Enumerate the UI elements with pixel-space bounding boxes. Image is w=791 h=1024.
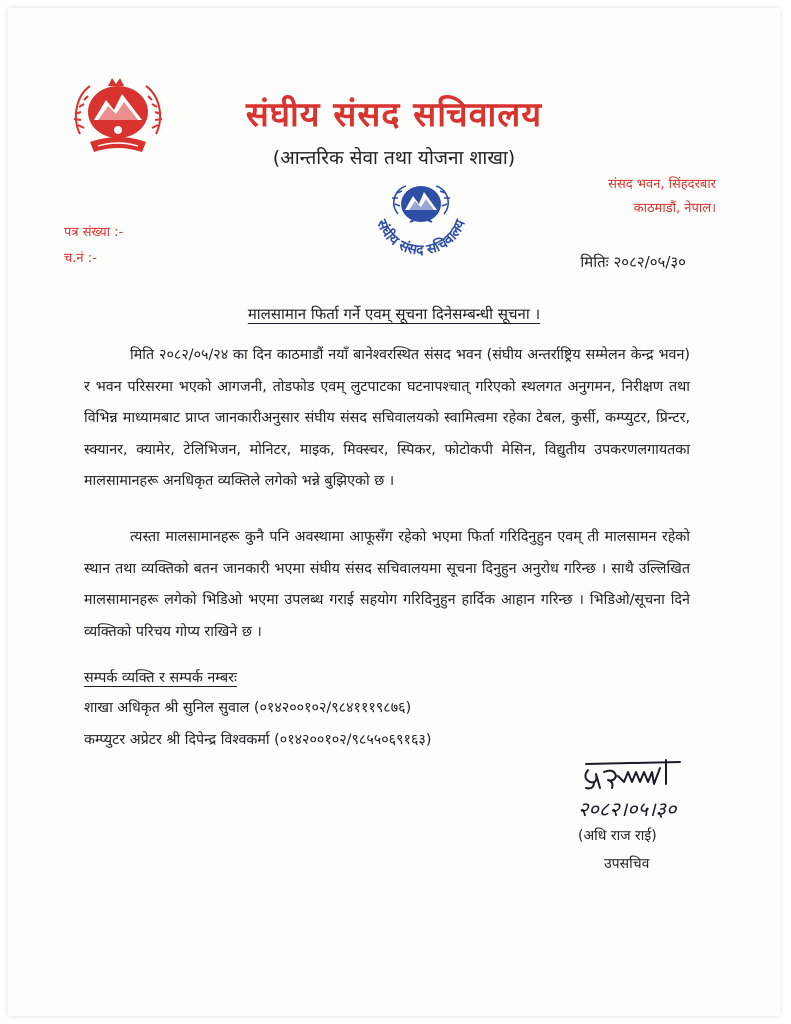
body-paragraph-2: त्यस्ता मालसामानहरू कुनै पनि अवस्थामा आफूसँग रहेको भएमा फिर्ता गरिदिनुहुन एवम् ती मालसामन रहेको स्थान तथा व्यक्तिको बतन जानकारी भएमा संघीय संसद सचिवालयमा सूचना दिनुहुन अनुरोध गरिन्छ । साथै उल्लिखित मालसामानहरू लगेको भिडिओ भएमा उपलब्ध गराई सहयोग गरिदिनुहुन हार्दिक आहान गरिन्छ । भिडिओ/सूचना दिने व्यक्तिको परिचय गोप्य राखिने छ । <box>84 529 690 640</box>
seal-text: संघीय संसद सचिवालय <box>373 217 469 259</box>
handwritten-signature <box>568 758 708 824</box>
section-subtitle: (आन्तरिक सेवा तथा योजना शाखा) <box>272 147 516 169</box>
letter-number-label: पत्र संख्या :- <box>64 225 124 240</box>
svg-text:संघीय संसद सचिवालय <box>373 217 469 259</box>
body-paragraph-1: मिति २०८२/०५/२४ का दिन काठमाडौं नयाँ बानेश्वरस्थित संसद भवन (संघीय अन्तर्राष्ट्रिय सम्मेलन केन्द्र भवन) र भवन परिसरमा भएको आगजनी, तोडफोड एवम् लुटपाटका घटनापश्चात् गरिएको स्थलगत अनुगमन, निरीक्षण तथा विभिन्न माध्यामबाट प्राप्त जानकारीअनुसार संघीय संसद सचिवालयको स्वामित्वमा रहेका टेबल, कुर्सी, कम्प्युटर, प्रिन्टर, स्क्यानर, क्यामेर, टेलिभिजन, मोनिटर, माइक, मिक्स्चर, स्पिकर, फोटोकपी मेसिन, विद्युतीय उपकरणलगायतका मालसामानहरू अनधिकृत व्यक्तिले लगेको भन्ने बुझिएको छ । <box>84 347 690 489</box>
notice-subject-text: मालसामान फिर्ता गर्ने एवम् सूचना दिनेसम्बन्धी सूचना । <box>247 305 541 323</box>
contact-heading: सम्पर्क व्यक्ति र सम्पर्क नम्बरः <box>84 670 237 686</box>
signature-date: २०८२।०५।३० <box>578 797 677 821</box>
contact-item-2: कम्प्युटर अप्रेटर श्री दिपेन्द्र विश्वकर्मा (०१४२००१०२/९८५५०६९१६३) <box>84 732 432 748</box>
office-seal-icon <box>358 178 484 274</box>
contact-item-1: शाखा अधिकृत श्री सुनिल सुवाल (०१४२००१०२/९८४१११९८७६) <box>84 700 412 716</box>
address-line-1: संसद भवन, सिंहदरबार <box>608 177 716 192</box>
signatory-name: (अधि राज राई) <box>578 828 657 844</box>
address-line-2: काठमाडौं, नेपाल। <box>633 201 716 216</box>
letter-page <box>8 8 780 1016</box>
office-title: संघीय संसद सचिवालय <box>245 95 543 135</box>
letter-date: मितिः २०८२/०५/३० <box>580 253 686 271</box>
dispatch-number-label: च.नं :- <box>64 251 97 266</box>
notice-subject <box>8 304 780 324</box>
signatory-title: उपसचिव <box>604 856 650 872</box>
